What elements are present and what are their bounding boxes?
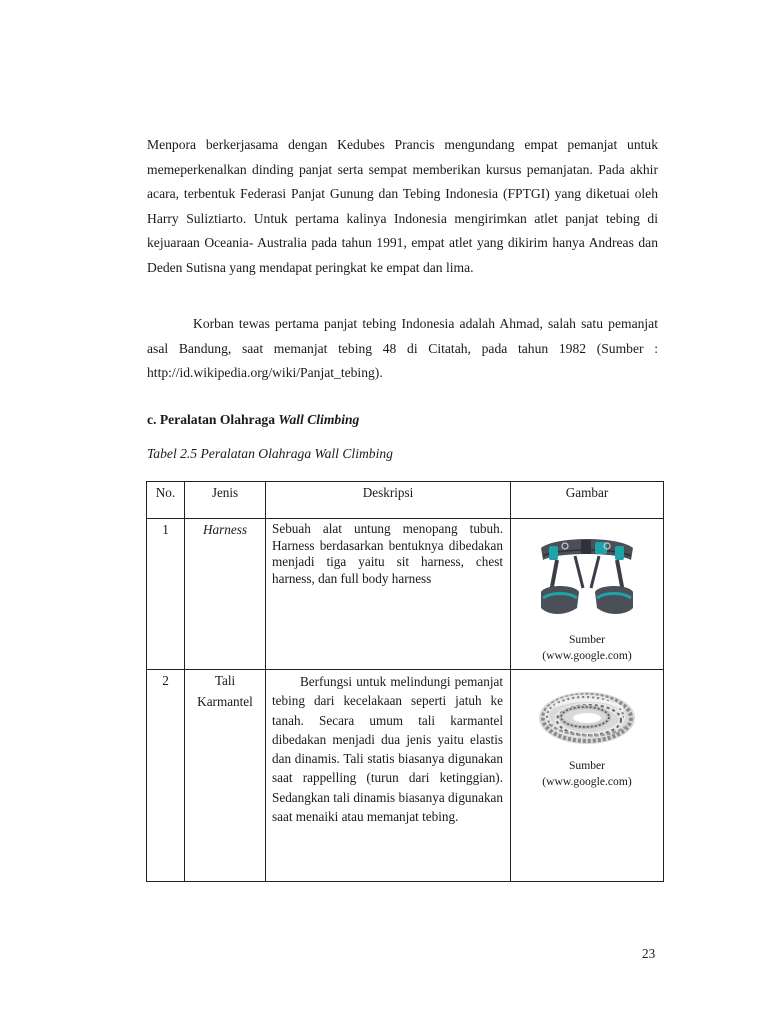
row-sumber-label: Sumber [568, 759, 606, 772]
row-gambar [511, 670, 664, 882]
paragraph-first-victim: Korban tewas pertama panjat tebing Indonesia adalah Ahmad, salah satu pemanjat asal Bandung, saat memanjat tebing 48 di Citatah, pada tahun 1982 (Sumber : http://id.wikipedia.org/wiki/Panjat_tebing). [147, 316, 658, 381]
equipment-table [146, 481, 664, 882]
row-deskripsi-text: Sebuah alat untung menopang tubuh. Harness berdasarkan bentuknya dibedakan menjadi tiga yaitu sit harness, chest harness, dan full body harness [272, 521, 503, 586]
row-deskripsi [266, 519, 511, 670]
table-header-row [147, 482, 664, 519]
row-deskripsi-text: Berfungsi untuk melindungi pemanjat tebing dari kecelakaan seperti jatuh ke tanah. Secara umum tali karmantel dibedakan menjadi dua jenis yaitu elastis dan dinamis. Tali statis biasanya digunakan saat rappelling (turun dari ketinggian). Sedangkan tali dinamis biasanya digunakan saat menaiki atau memanjat tebing. [272, 674, 503, 825]
row-jenis-text: Harness [203, 522, 247, 537]
row-sumber-url: (www.google.com) [542, 775, 632, 788]
row-deskripsi [266, 670, 511, 882]
row-jenis [185, 519, 266, 670]
row-number: 2 [147, 670, 185, 882]
header-deskripsi: Deskripsi [266, 482, 511, 519]
row-number: 1 [147, 519, 185, 670]
row-gambar [511, 519, 664, 670]
section-heading [147, 412, 359, 428]
row-sumber-url: (www.google.com) [542, 649, 632, 662]
table-row [147, 670, 664, 882]
page-number: 23 [642, 946, 656, 961]
row-sumber-label: Sumber [568, 633, 606, 646]
section-heading-emphasis: Wall Climbing [278, 412, 360, 427]
table-caption: Tabel 2.5 Peralatan Olahraga Wall Climbing [147, 446, 393, 461]
coiled-rope-photo-icon [535, 684, 639, 750]
paragraph-history: Menpora berkerjasama dengan Kedubes Prancis mengundang empat pemanjat untuk memeperkenalkan dinding panjat serta sempat memberikan kursus pemanjatan. Pada akhir acara, terbentuk Federasi Panjat Gunung dan Tebing Indonesia (FPTGI) yang diketuai oleh Harry Suliztiarto. Untuk pertama kalinya Indonesia mengirimkan atlet panjat tebing di kejuaraan Oceania- Australia pada tahun 1991, empat atlet yang dikirim hanya Andreas dan Deden Sutisna yang mendapat peringkat ke empat dan lima. [147, 137, 658, 275]
row-jenis-line-2: Karmantel [197, 694, 253, 709]
header-jenis: Jenis [185, 482, 266, 519]
row-jenis [185, 670, 266, 882]
header-no: No. [147, 482, 185, 519]
header-gambar: Gambar [511, 482, 664, 519]
row-jenis-line-1: Tali [214, 673, 236, 688]
section-heading-prefix: c. Peralatan Olahraga [147, 412, 279, 427]
climbing-harness-photo-icon [535, 526, 639, 626]
table-row [147, 519, 664, 670]
